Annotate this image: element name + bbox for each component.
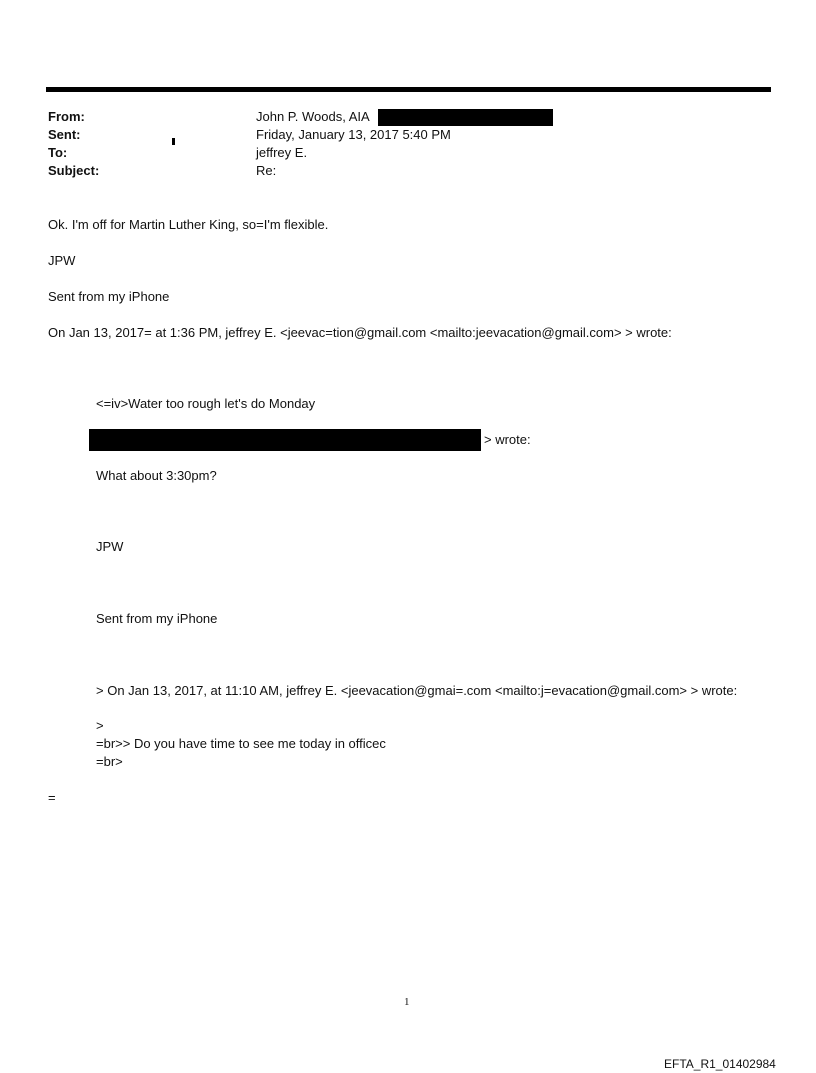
sent-value: Friday, January 13, 2017 5:40 PM: [256, 127, 451, 142]
subject-label: Subject:: [48, 163, 100, 178]
quoted-line: =br>> Do you have time to see me today in officec: [96, 736, 386, 751]
to-label: To:: [48, 145, 68, 160]
redaction-block: [378, 109, 553, 126]
signature-initials: JPW: [48, 253, 76, 268]
quoted-line: >: [96, 718, 104, 733]
reply-header-line: On Jan 13, 2017= at 1:36 PM, jeffrey E. <jeevac=tion@gmail.com <mailto:jeevacation@gmail.com> > wrote:: [48, 325, 672, 340]
quoted-initials: JPW: [96, 539, 124, 554]
from-label: From:: [48, 109, 85, 124]
header-rule: [46, 87, 771, 92]
quoted-sent-from: Sent from my iPhone: [96, 611, 218, 626]
quoted-wrote-suffix: > wrote:: [484, 432, 531, 447]
sent-label: Sent:: [48, 127, 81, 142]
end-mark: =: [48, 790, 56, 805]
page-number: 1: [404, 996, 410, 1008]
redaction-mark: [172, 138, 175, 145]
redaction-block: [89, 429, 481, 451]
document-id: EFTA_R1_01402984: [664, 1057, 776, 1071]
subject-value: Re:: [256, 163, 277, 178]
quoted-line: =br>: [96, 754, 123, 769]
body-line: Ok. I'm off for Martin Luther King, so=I'm flexible.: [48, 217, 329, 232]
from-value: John P. Woods, AIA: [256, 109, 370, 124]
sent-from-line: Sent from my iPhone: [48, 289, 170, 304]
quoted-line: What about 3:30pm?: [96, 468, 217, 483]
quoted-line: <=iv>Water too rough let's do Monday: [96, 396, 316, 411]
to-value: jeffrey E.: [256, 145, 308, 160]
quoted-reply-header: > On Jan 13, 2017, at 11:10 AM, jeffrey E. <jeevacation@gmai=.com <mailto:j=evacation@gmail.com> > wrote:: [96, 683, 738, 698]
